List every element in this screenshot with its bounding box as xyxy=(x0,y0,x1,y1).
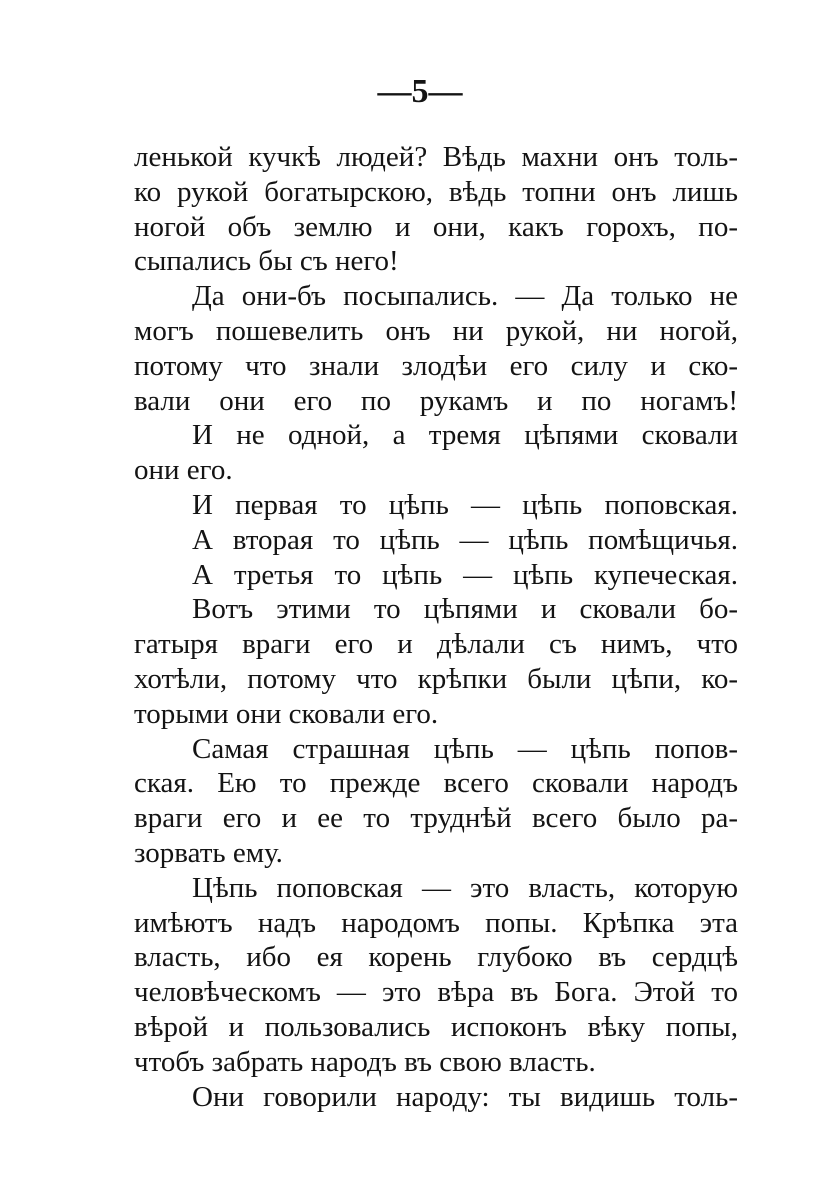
paragraph xyxy=(134,279,738,418)
text-line: имѣютъ надъ народомъ попы. Крѣпка эта xyxy=(134,906,738,939)
text-line: чтобъ забрать народъ въ свою власть. xyxy=(134,1045,596,1078)
text-line: ская. Ею то прежде всего сковали народъ xyxy=(134,767,738,800)
text-line: враги его и ее то труднѣй всего было ра- xyxy=(134,802,738,835)
paragraph xyxy=(134,732,738,871)
text-line: Цѣпь поповская — это власть, которую xyxy=(192,871,738,904)
text-line: сыпались бы съ него! xyxy=(134,245,399,278)
text-line: И не одной, а тремя цѣпями сковали xyxy=(192,419,738,452)
text-line: ногой объ землю и они, какъ горохъ, по- xyxy=(134,210,738,243)
paragraph xyxy=(134,1080,738,1115)
text-line: ленькой кучкѣ людей? Вѣдь махни онъ толь- xyxy=(134,141,738,173)
text-line: вали они его по рукамъ и по ногамъ! xyxy=(134,384,738,417)
paragraph xyxy=(134,523,738,558)
page-number: —5— xyxy=(377,73,463,110)
text-line: хотѣли, потому что крѣпки были цѣпи, ко- xyxy=(134,662,738,695)
paragraph xyxy=(134,592,738,731)
text-line: Да они-бъ посыпались. — Да только не xyxy=(192,280,738,313)
text-line: они его. xyxy=(134,454,233,487)
body-text xyxy=(134,140,738,1114)
text-line: вѣрой и пользовались испоконъ вѣку попы, xyxy=(134,1010,738,1043)
text-line: А вторая то цѣпь — цѣпь помѣщичья. xyxy=(192,523,738,556)
paragraph xyxy=(134,558,738,593)
text-line: Вотъ этими то цѣпями и сковали бо- xyxy=(192,593,738,626)
text-line: власть, ибо ея корень глубоко въ сердцѣ xyxy=(134,941,738,974)
text-line: человѣческомъ — это вѣра въ Бога. Этой то xyxy=(134,976,738,1009)
paragraph xyxy=(134,488,738,523)
paragraph xyxy=(134,871,738,1080)
text-line: И первая то цѣпь — цѣпь поповская. xyxy=(192,488,738,521)
text-line: Самая страшная цѣпь — цѣпь попов- xyxy=(192,732,738,765)
text-line: потому что знали злодѣи его силу и ско- xyxy=(134,349,738,382)
text-line: зорвать ему. xyxy=(134,836,283,869)
text-line: Они говорили народу: ты видишь толь- xyxy=(192,1080,738,1113)
paragraph xyxy=(134,418,738,488)
text-line: А третья то цѣпь — цѣпь купеческая. xyxy=(192,558,738,591)
text-line: ко рукой богатырскою, вѣдь топни онъ лишь xyxy=(134,175,738,208)
paragraph xyxy=(134,140,738,279)
text-line: гатыря враги его и дѣлали съ нимъ, что xyxy=(134,628,738,661)
text-line: торыми они сковали его. xyxy=(134,697,439,730)
text-line: могъ пошевелить онъ ни рукой, ни ногой, xyxy=(134,314,738,347)
